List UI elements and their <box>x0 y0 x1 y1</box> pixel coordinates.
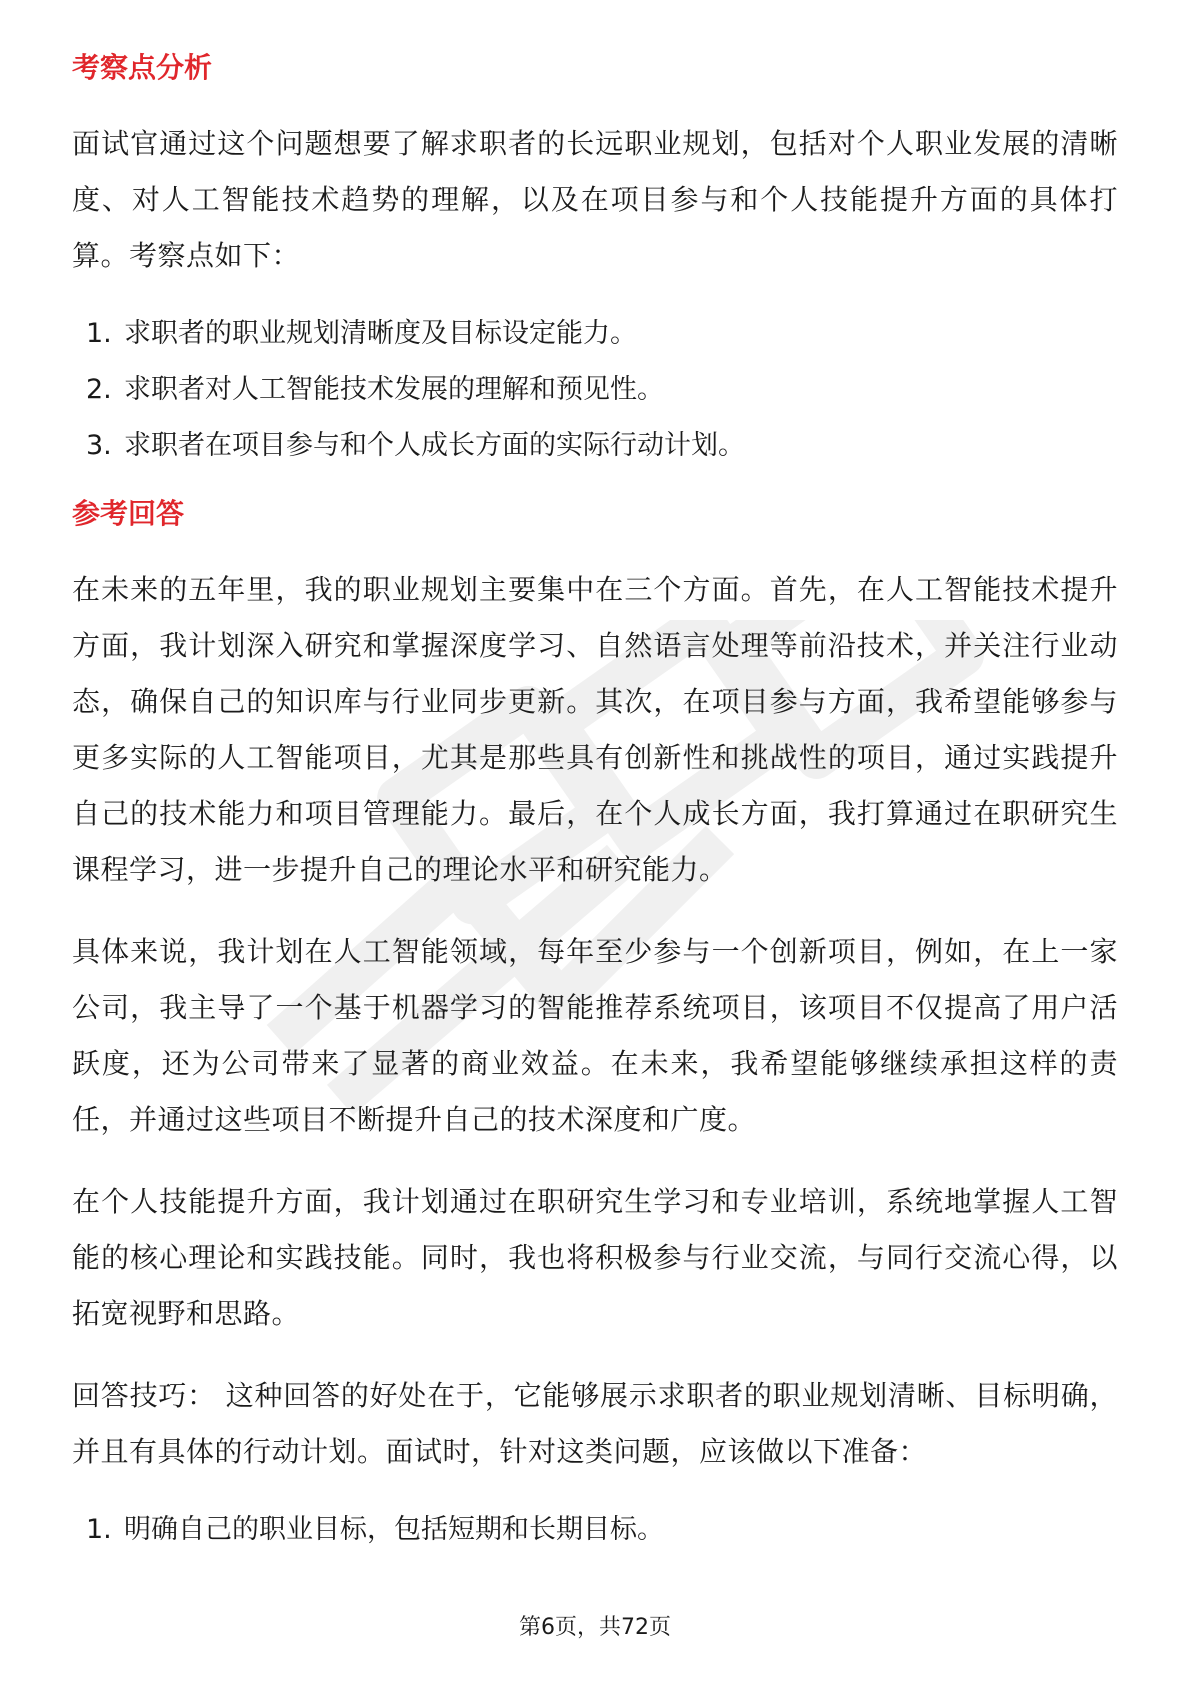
list-item <box>72 306 1118 362</box>
list-text: 求职者对人工智能技术发展的理解和预见性。 <box>124 374 664 405</box>
list-item <box>72 1502 1118 1558</box>
list-text: 求职者的职业规划清晰度及目标设定能力。 <box>124 318 637 349</box>
list-item <box>72 418 1118 474</box>
page-number: 第6页，共72页 <box>519 1615 671 1640</box>
list-number: 3. <box>86 430 112 461</box>
tips-paragraph: 回答技巧： 这种回答的好处在于，它能够展示求职者的职业规划清晰、目标明确，并且有具体的行动计划。面试时，针对这类问题，应该做以下准备： <box>72 1379 1118 1468</box>
analysis-paragraph: 面试官通过这个问题想要了解求职者的长远职业规划，包括对个人职业发展的清晰度、对人工智能技术趋势的理解，以及在项目参与和个人技能提升方面的具体打算。考察点如下： <box>72 127 1118 272</box>
tips-list <box>72 1502 1118 1558</box>
analysis-list <box>72 306 1118 474</box>
answer-paragraph-2: 具体来说，我计划在人工智能领域，每年至少参与一个创新项目，例如，在上一家公司，我主导了一个基于机器学习的智能推荐系统项目，该项目不仅提高了用户活跃度，还为公司带来了显著的商业效益。在未来，我希望能够继续承担这样的责任，并通过这些项目不断提升自己的技术深度和广度。 <box>72 935 1118 1136</box>
analysis-heading: 考察点分析 <box>72 51 213 84</box>
list-text: 明确自己的职业目标，包括短期和长期目标。 <box>124 1514 664 1545</box>
list-number: 1. <box>86 1514 112 1545</box>
answer-paragraph-1: 在未来的五年里，我的职业规划主要集中在三个方面。首先，在人工智能技术提升方面，我计划深入研究和掌握深度学习、自然语言处理等前沿技术，并关注行业动态，确保自己的知识库与行业同步更新。其次，在项目参与方面，我希望能够参与更多实际的人工智能项目，尤其是那些具有创新性和挑战性的项目，通过实践提升自己的技术能力和项目管理能力。最后，在个人成长方面，我打算通过在职研究生课程学习，进一步提升自己的理论水平和研究能力。 <box>72 573 1118 886</box>
list-number: 2. <box>86 374 112 405</box>
content-body <box>72 42 1118 1558</box>
answer-paragraph-3: 在个人技能提升方面，我计划通过在职研究生学习和专业培训，系统地掌握人工智能的核心理论和实践技能。同时，我也将积极参与行业交流，与同行交流心得，以拓宽视野和思路。 <box>72 1185 1118 1330</box>
list-number: 1. <box>86 318 112 349</box>
list-item <box>72 362 1118 418</box>
answer-heading: 参考回答 <box>72 497 185 530</box>
list-text: 求职者在项目参与和个人成长方面的实际行动计划。 <box>124 430 745 461</box>
